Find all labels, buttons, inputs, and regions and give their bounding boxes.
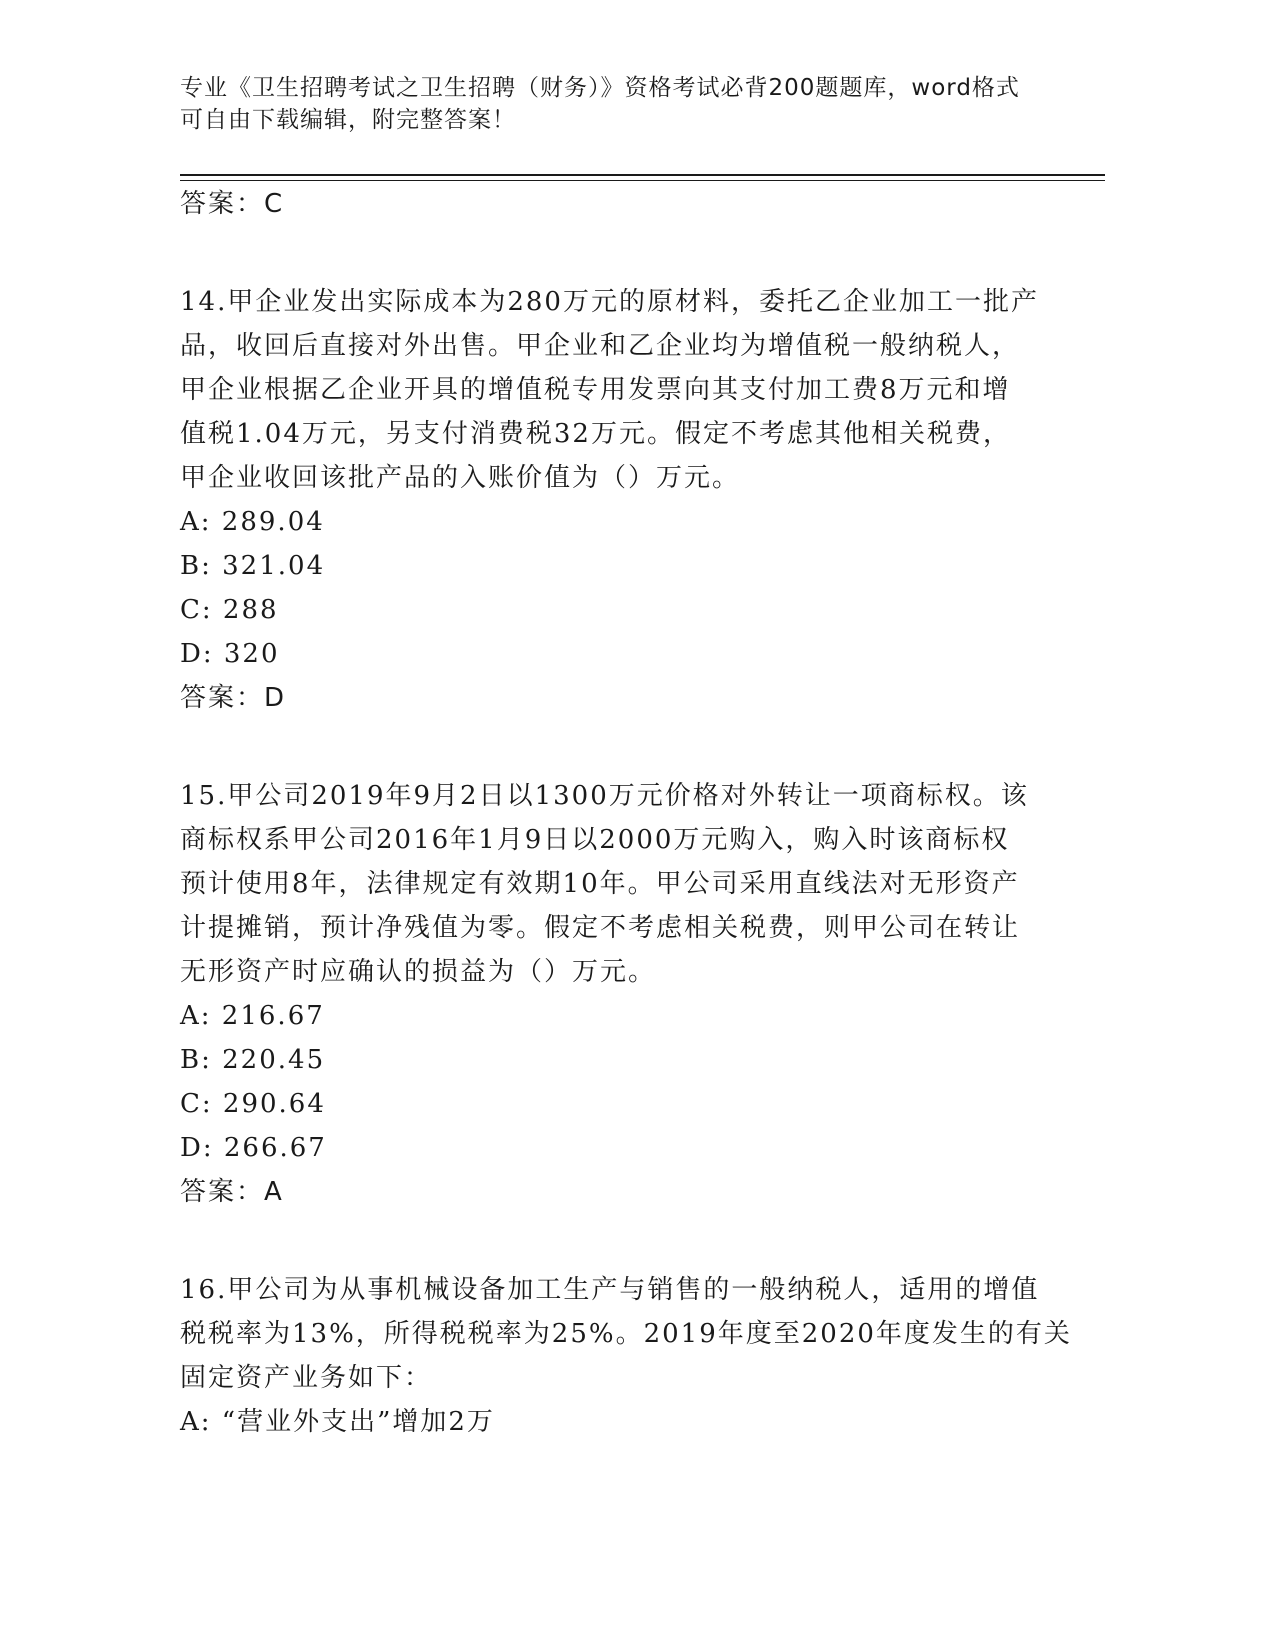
answer-label: 答案：D — [180, 683, 287, 713]
page-header — [180, 72, 1040, 136]
option-d: D: 320 — [180, 639, 280, 669]
question-text-line: 无形资产时应确认的损益为（）万元。 — [180, 957, 657, 987]
option-b: B: 220.45 — [180, 1045, 326, 1075]
spacer — [180, 1214, 1050, 1268]
question-list — [180, 182, 1072, 1444]
question-text-line: 预计使用8年，法律规定有效期10年。甲公司采用直线法对无形资产 — [180, 869, 1020, 899]
header-divider — [180, 174, 1105, 176]
spacer — [180, 226, 1050, 280]
header-line-2: 可自由下载编辑，附完整答案！ — [180, 107, 516, 133]
question-text-line: 值税1.04万元，另支付消费税32万元。假定不考虑其他相关税费， — [180, 419, 1011, 449]
question-text-line: 甲企业收回该批产品的入账价值为（）万元。 — [180, 463, 741, 493]
question-text-line: 商标权系甲公司2016年1月9日以2000万元购入，购入时该商标权 — [180, 825, 1010, 855]
option-c: C: 288 — [180, 595, 279, 625]
option-b: B: 321.04 — [180, 551, 326, 581]
option-c: C: 290.64 — [180, 1089, 326, 1119]
header-divider-thin — [180, 180, 1105, 181]
question-text-line: 15.甲公司2019年9月2日以1300万元价格对外转让一项商标权。该 — [180, 781, 1029, 811]
question-text-line: 固定资产业务如下： — [180, 1363, 433, 1393]
question-text-line: 税税率为13%，所得税税率为25%。2019年度至2020年度发生的有关 — [180, 1319, 1072, 1349]
option-a: A: 289.04 — [180, 507, 325, 537]
question-text-line: 16.甲公司为从事机械设备加工生产与销售的一般纳税人，适用的增值 — [180, 1275, 1040, 1305]
question-text-line: 甲企业根据乙企业开具的增值税专用发票向其支付加工费8万元和增 — [180, 375, 1011, 405]
header-line-1: 专业《卫生招聘考试之卫生招聘（财务）》资格考试必背200题题库，word格式 — [180, 75, 1020, 101]
option-a: A: 216.67 — [180, 1001, 325, 1031]
option-d: D: 266.67 — [180, 1133, 327, 1163]
question-16 — [180, 1268, 1072, 1444]
question-15 — [180, 774, 1050, 1214]
spacer — [180, 720, 1050, 774]
question-text-line: 14.甲企业发出实际成本为280万元的原材料，委托乙企业加工一批产 — [180, 287, 1039, 317]
question-text-line: 品，收回后直接对外出售。甲企业和乙企业均为增值税一般纳税人， — [180, 331, 1021, 361]
question-14 — [180, 280, 1050, 720]
option-a: A: “营业外支出”增加2万 — [180, 1407, 495, 1437]
question-text-line: 计提摊销，预计净残值为零。假定不考虑相关税费，则甲公司在转让 — [180, 913, 1021, 943]
answer-label: 答案：C — [180, 189, 285, 219]
answer-label: 答案：A — [180, 1177, 284, 1207]
